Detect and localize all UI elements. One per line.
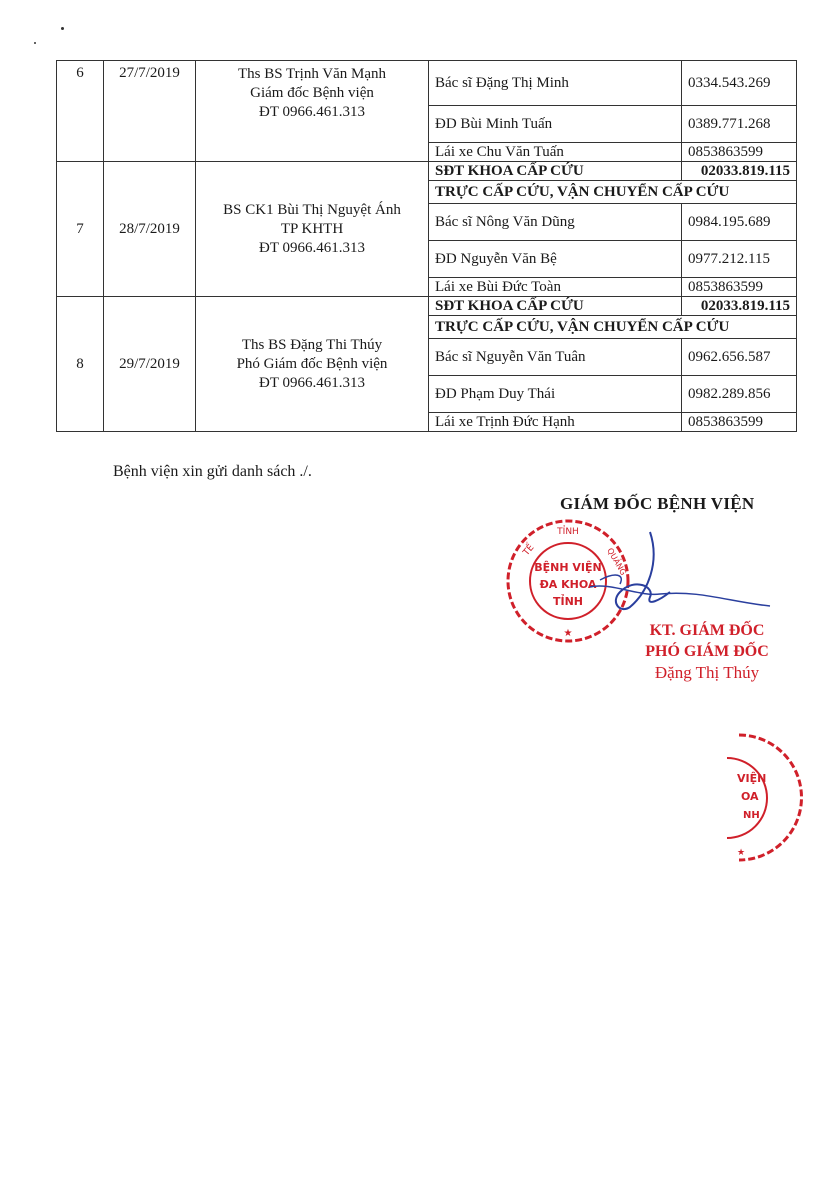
signature-block — [612, 620, 802, 683]
row-number: 7 — [57, 162, 104, 297]
closing-text: Bệnh viện xin gửi danh sách ./. — [113, 463, 312, 480]
staff-phone: 0853863599 — [682, 143, 797, 162]
duty-roster-table — [56, 60, 797, 432]
row-date: 27/7/2019 — [104, 61, 196, 162]
leader-title: Giám đốc Bệnh viện — [250, 85, 374, 101]
staff-role: ĐD Bùi Minh Tuấn — [429, 106, 682, 143]
staff-phone: 0982.289.856 — [682, 376, 797, 413]
seal-star-icon: ★ — [563, 628, 573, 639]
handwritten-signature — [580, 522, 780, 632]
seal-line-1: BỆNH VIỆN — [534, 561, 602, 574]
staff-role: ĐD Nguyễn Văn Bệ — [429, 241, 682, 278]
hotline-phone: 02033.819.115 — [682, 162, 797, 181]
hotline-label: SĐT KHOA CẤP CỨU — [429, 297, 682, 316]
staff-role: ĐD Phạm Duy Thái — [429, 376, 682, 413]
staff-phone: 0984.195.689 — [682, 204, 797, 241]
table-row — [57, 61, 797, 106]
table-row — [57, 162, 797, 181]
scan-speck — [61, 27, 64, 30]
row-date: 29/7/2019 — [104, 297, 196, 432]
staff-phone: 0977.212.115 — [682, 241, 797, 278]
partial-seal-line-3: NH — [743, 810, 760, 821]
staff-role: Lái xe Trịnh Đức Hạnh — [429, 413, 682, 432]
staff-role: Lái xe Chu Văn Tuấn — [429, 143, 682, 162]
table-row — [57, 297, 797, 316]
seal-right-arc: QUẢNG — [605, 546, 628, 577]
staff-role: Bác sĩ Đặng Thị Minh — [429, 61, 682, 106]
partial-seal — [719, 730, 839, 870]
scan-speck — [34, 42, 36, 44]
director-title: GIÁM ĐỐC BỆNH VIỆN — [560, 494, 755, 513]
partial-seal-star-icon: ★ — [737, 848, 746, 858]
staff-role: Lái xe Bùi Đức Toàn — [429, 278, 682, 297]
leader-title: Phó Giám đốc Bệnh viện — [236, 355, 388, 372]
leader-phone: ĐT 0966.461.313 — [259, 104, 365, 120]
leader-phone: ĐT 0966.461.313 — [259, 374, 365, 391]
staff-phone: 0962.656.587 — [682, 339, 797, 376]
staff-role: Bác sĩ Nông Văn Dũng — [429, 204, 682, 241]
partial-seal-line-1: VIỆN — [737, 772, 767, 785]
signer-position: PHÓ GIÁM ĐỐC — [645, 643, 769, 660]
leader-title: TP KHTH — [280, 220, 344, 237]
seal-line-3: TỈNH — [552, 595, 584, 608]
staff-phone: 0853863599 — [682, 413, 797, 432]
leader-name: BS CK1 Bùi Thị Nguyệt Ánh — [223, 201, 401, 218]
leader-cell — [196, 162, 429, 297]
row-number: 8 — [57, 297, 104, 432]
leader-cell — [196, 61, 429, 162]
seal-line-2: ĐA KHOA — [539, 578, 597, 591]
staff-phone: 0389.771.268 — [682, 106, 797, 143]
on-behalf-line: KT. GIÁM ĐỐC — [649, 622, 765, 639]
hotline-phone: 02033.819.115 — [682, 297, 797, 316]
hotline-label: SĐT KHOA CẤP CỨU — [429, 162, 682, 181]
seal-left-arc: TẾ — [521, 542, 537, 558]
partial-seal-line-2: OA — [741, 790, 759, 803]
leader-name: Ths BS Trịnh Văn Mạnh — [237, 66, 387, 82]
staff-phone: 0853863599 — [682, 278, 797, 297]
seal-top-text: TỈNH — [557, 527, 579, 537]
leader-name: Ths BS Đặng Thi Thúy — [241, 336, 383, 353]
staff-phone: 0334.543.269 — [682, 61, 797, 106]
duty-header: TRỰC CẤP CỨU, VẬN CHUYỂN CẤP CỨU — [429, 316, 797, 339]
leader-cell — [196, 297, 429, 432]
leader-phone: ĐT 0966.461.313 — [259, 239, 365, 256]
staff-role: Bác sĩ Nguyễn Văn Tuân — [429, 339, 682, 376]
signer-name: Đặng Thị Thúy — [654, 663, 760, 682]
row-number: 6 — [57, 61, 104, 162]
duty-header: TRỰC CẤP CỨU, VẬN CHUYỂN CẤP CỨU — [429, 181, 797, 204]
row-date: 28/7/2019 — [104, 162, 196, 297]
